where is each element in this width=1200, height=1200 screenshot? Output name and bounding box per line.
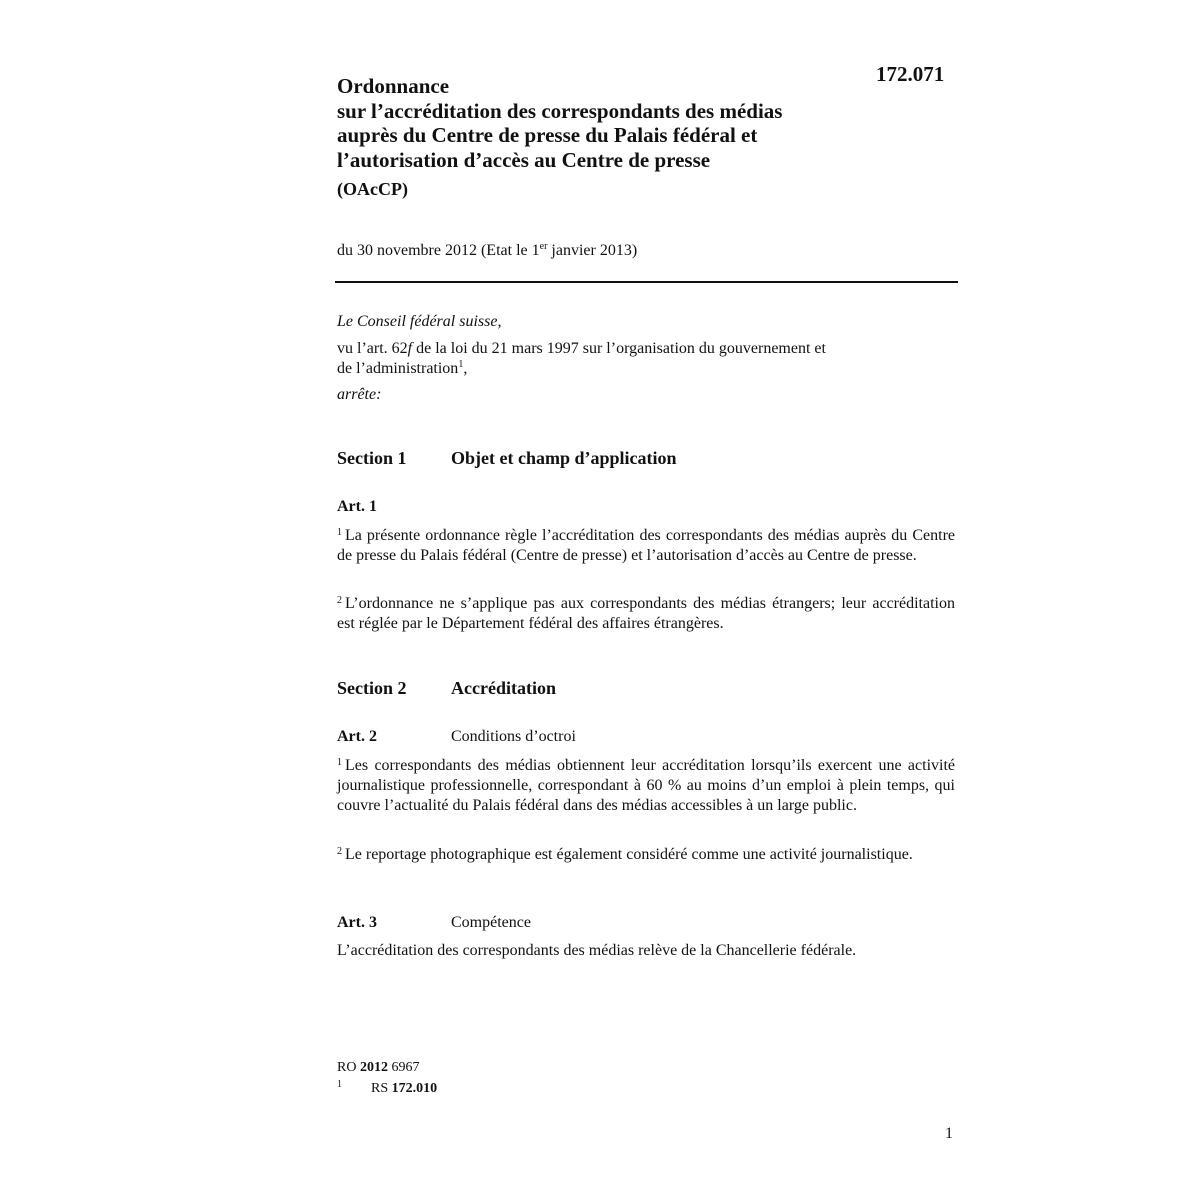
footnote-reference-link[interactable]: 172.010 [391, 1081, 438, 1096]
paragraph-number: 1 [337, 757, 342, 768]
section-2-title: Accréditation [451, 678, 556, 698]
paragraph-text: La présente ordonnance règle l’accréditation des correspondants des médias auprès du Centre de presse du Palais fédéral (Centre de presse) et l’autorisation d’accès au Centre de presse. [337, 527, 955, 564]
article-1-paragraph-1 [337, 526, 955, 566]
section-2-heading [337, 677, 556, 699]
paragraph-number: 1 [337, 527, 342, 538]
article-1-paragraph-2 [337, 594, 955, 634]
official-compilation-reference [337, 1058, 419, 1078]
section-1-title: Objet et champ d’application [451, 448, 677, 468]
paragraph-text: Le reportage photographique est également considéré comme une activité journalistique. [345, 846, 913, 863]
title-line-2: sur l’accréditation des correspondants des médias [337, 98, 783, 123]
preamble-decree: arrête: [337, 386, 382, 403]
article-3-paragraph [337, 941, 955, 961]
footnote-1: 1 RS 172.010 [337, 1079, 438, 1096]
article-2-heading [337, 727, 576, 747]
page-number: 1 [945, 1125, 953, 1142]
paragraph-text: L’ordonnance ne s’applique pas aux correspondants des médias étrangers; leur accréditation est réglée par le Département fédéral des affaires étrangères. [337, 595, 955, 632]
preamble-basis-line-2 [337, 359, 957, 379]
ro-prefix: RO [337, 1060, 360, 1075]
ro-year: 2012 [359, 1060, 388, 1075]
document-date [337, 240, 637, 262]
date-superscript: er [539, 241, 548, 252]
basis-text-line2: de l’administration [337, 360, 459, 377]
paragraph-number: 2 [337, 595, 342, 606]
preamble-basis-line-1 [337, 339, 957, 359]
document-title [337, 74, 937, 172]
title-line-3: auprès du Centre de presse du Palais fédéral et [337, 123, 758, 147]
article-2-number: Art. 2 [337, 728, 377, 745]
basis-text-a: vu l’art. 62 [337, 340, 408, 357]
basis-text-italic: f [407, 340, 413, 357]
date-prefix: du 30 novembre 2012 (Etat le 1 [337, 242, 540, 259]
preamble-basis [337, 339, 957, 379]
article-2-paragraph-1 [337, 756, 955, 816]
ro-page: 6967 [387, 1060, 420, 1075]
section-2-number: Section 2 [337, 678, 407, 698]
footnote-reference[interactable]: 1 [458, 359, 464, 370]
article-2-paragraph-2 [337, 845, 955, 865]
title-line-4: l’autorisation d’accès au Centre de presse [337, 147, 711, 172]
article-1-heading [337, 497, 451, 517]
header-divider [335, 281, 958, 283]
article-1-number: Art. 1 [337, 498, 377, 515]
paragraph-text: Les correspondants des médias obtiennent leur accréditation lorsqu’ils exercent une activité journalistique professionnelle, correspondant à 60 % au moins d’un emploi à plein temps, qui couvre l’actualité du Palais fédéral dans des médias accessibles à un large public. [337, 757, 955, 814]
section-1-heading [337, 447, 677, 469]
document-abbreviation: (OAcCP) [337, 179, 408, 199]
footnote-prefix: RS [371, 1081, 392, 1096]
article-3-number: Art. 3 [337, 914, 377, 931]
article-3-heading [337, 913, 531, 933]
title-line-1: Ordonnance [337, 74, 450, 98]
document-number: 172.071 [876, 62, 945, 86]
article-2-title: Conditions d’octroi [451, 728, 576, 745]
paragraph-text: L’accréditation des correspondants des médias relève de la Chancellerie fédérale. [337, 942, 857, 959]
paragraph-number: 2 [337, 846, 342, 857]
basis-text-end: , [463, 360, 468, 377]
basis-text-b: de la loi du 21 mars 1997 sur l’organisation du gouvernement et [412, 340, 826, 357]
section-1-number: Section 1 [337, 448, 407, 468]
preamble-authority: Le Conseil fédéral suisse, [337, 313, 502, 330]
article-3-title: Compétence [451, 914, 531, 931]
date-suffix: janvier 2013) [547, 242, 638, 259]
